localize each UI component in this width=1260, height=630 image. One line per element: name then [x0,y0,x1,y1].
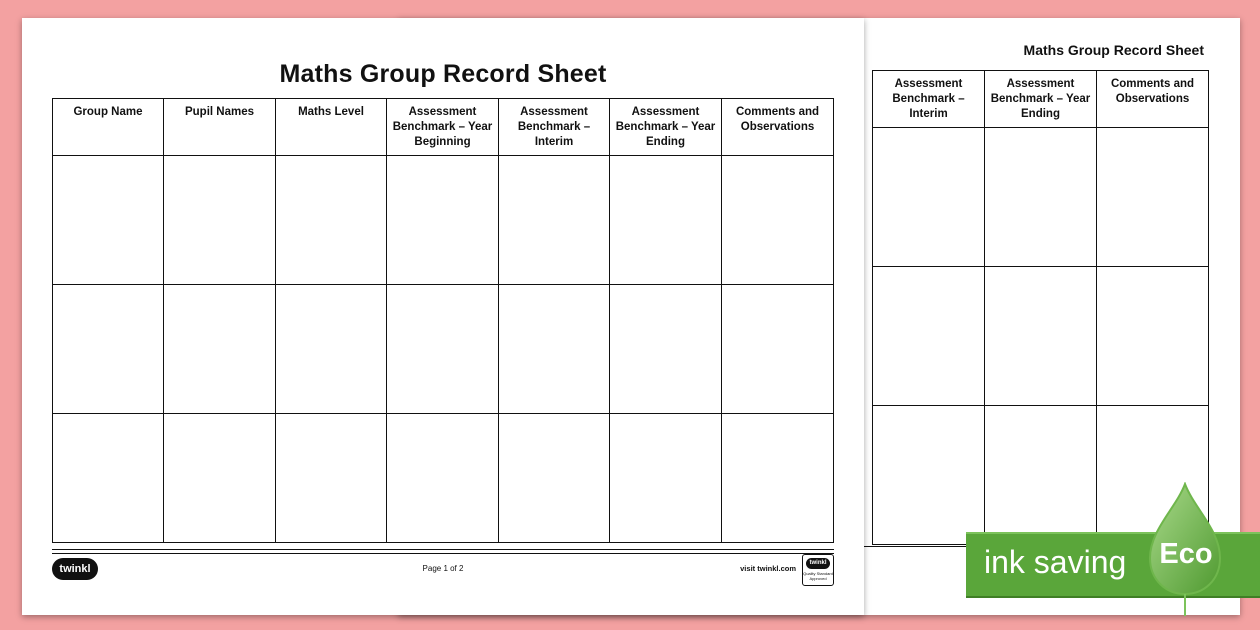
column-header-year-ending: Assessment Benchmark – Year Ending [610,99,722,156]
table-cell[interactable] [499,414,610,543]
record-table [52,98,834,543]
page-number: Page 1 of 2 [422,564,464,573]
column-header-group-name: Group Name [53,99,164,156]
column-header: Comments and Observations [1097,71,1209,128]
table-cell[interactable] [985,267,1097,406]
table-cell[interactable] [276,156,387,285]
table-cell[interactable] [276,414,387,543]
table-row [53,285,834,414]
table-cell[interactable] [164,414,276,543]
column-header-interim: Assessment Benchmark – Interim [499,99,610,156]
table-row [53,414,834,543]
table-cell[interactable] [164,285,276,414]
table-header-row [53,99,834,156]
table-cell[interactable] [499,285,610,414]
record-sheet-page-1 [22,18,864,615]
table-cell[interactable] [387,285,499,414]
badge-text: Quality Standard Approved [803,571,833,581]
table-cell[interactable] [387,156,499,285]
table-cell[interactable] [610,285,722,414]
page-title: Maths Group Record Sheet [279,60,607,88]
table-row [873,267,1209,406]
table-cell[interactable] [1097,267,1209,406]
visit-link[interactable]: visit twinkl.com [740,564,796,573]
column-header-comments: Comments and Observations [722,99,834,156]
eco-label: Eco [1159,538,1213,570]
column-header: Assessment Benchmark – Interim [873,71,985,128]
table-cell[interactable] [610,414,722,543]
footer-divider [52,549,834,550]
page-2-table [872,70,1209,545]
table-cell[interactable] [985,128,1097,267]
table-cell[interactable] [722,285,834,414]
table-cell[interactable] [53,156,164,285]
table-cell[interactable] [1097,128,1209,267]
table-cell[interactable] [610,156,722,285]
column-header-pupil-names: Pupil Names [164,99,276,156]
table-cell[interactable] [387,414,499,543]
table-cell[interactable] [985,406,1097,545]
table-cell[interactable] [873,128,985,267]
table-cell[interactable] [873,406,985,545]
twinkl-logo: twinkl [52,558,98,580]
table-cell[interactable] [164,156,276,285]
table-cell[interactable] [276,285,387,414]
quality-badge-icon [802,554,834,586]
table-cell[interactable] [53,414,164,543]
column-header: Assessment Benchmark – Year Ending [985,71,1097,128]
table-cell[interactable] [722,156,834,285]
ink-saving-label: ink saving [984,544,1127,580]
badge-logo: twinkl [806,558,830,569]
table-cell[interactable] [722,414,834,543]
table-cell[interactable] [873,267,985,406]
table-cell[interactable] [53,285,164,414]
table-row [53,156,834,285]
table-row [873,128,1209,267]
footer-divider-thin [52,553,834,554]
column-header-year-beginning: Assessment Benchmark – Year Beginning [387,99,499,156]
page-2-title: Maths Group Record Sheet [1023,42,1204,58]
table-cell[interactable] [499,156,610,285]
column-header-maths-level: Maths Level [276,99,387,156]
table-header-row [873,71,1209,128]
